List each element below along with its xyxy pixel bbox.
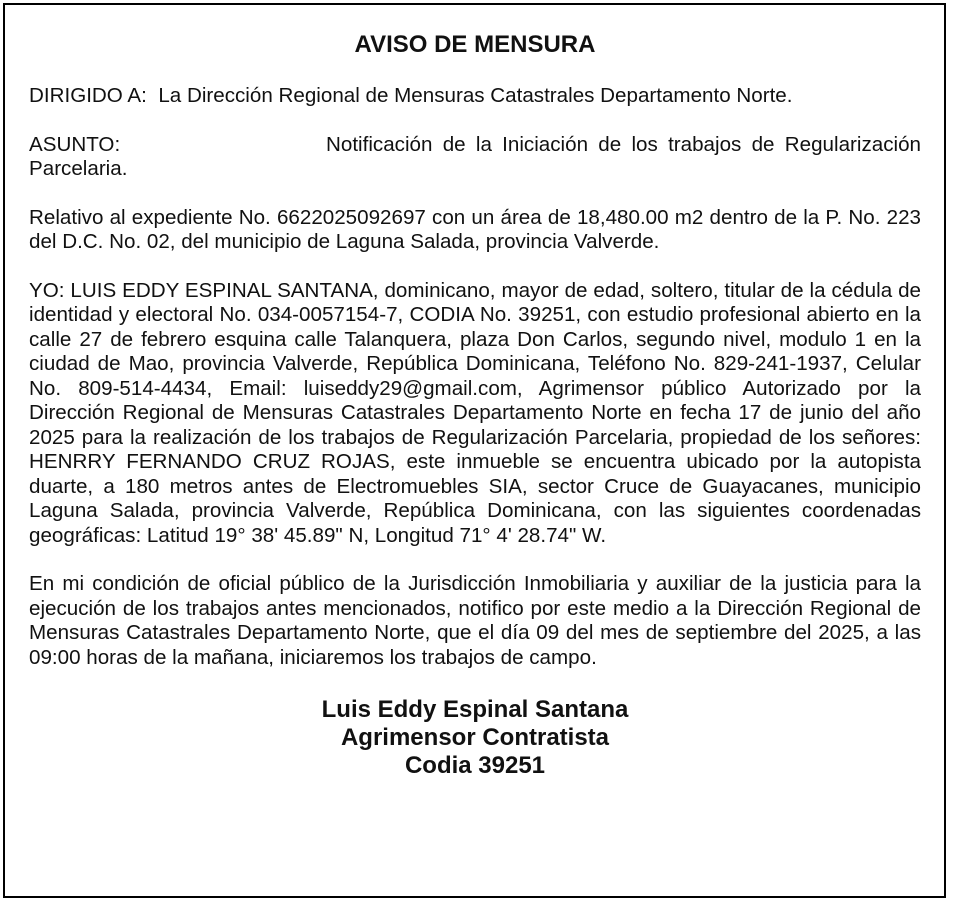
relativo-paragraph: Relativo al expediente No. 6622025092697 con un área de 18,480.00 m2 dentro de la P. No. 223 del D.C. No. 02, del municipio de Laguna Salada, provincia Valverde. — [29, 205, 921, 253]
signature-name: Luis Eddy Espinal Santana — [321, 696, 629, 723]
signature-block — [29, 696, 921, 780]
notice-content — [29, 30, 921, 780]
dirigido-value: La Dirección Regional de Mensuras Catastrales Departamento Norte. — [158, 84, 793, 107]
declaration-paragraph: YO: LUIS EDDY ESPINAL SANTANA, dominicano, mayor de edad, soltero, titular de la cédula de identidad y electoral No. 034-0057154-7, CODIA No. 39251, con estudio profesional abierto en la calle 27 de febrero esquina calle Talanquera, plaza Don Carlos, segundo nivel, modulo 1 en la ciudad de Mao, provincia Valverde, República Dominicana, Teléfono No. 829-241-1937, Celular No. 809-514-4434, Email: luiseddy29@gmail.com, Agrimensor público Autorizado por la Dirección Regional de Mensuras Catastrales Departamento Norte en fecha 17 de junio del año 2025 para la realización de los trabajos de Regularización Parcelaria, propiedad de los señores: HENRRY FERNANDO CRUZ ROJAS, este inmueble se encuentra ubicado por la autopista duarte, a 180 metros antes de Electromuebles SIA, sector Cruce de Guayacanes, municipio Laguna Salada, provincia Valverde, República Dominicana, con las siguientes coordenadas geográficas: Latitud 19° 38' 45.89" N, Longitud 71° 4' 28.74" W. — [29, 278, 921, 547]
dirigido-label: DIRIGIDO A: — [29, 84, 147, 107]
asunto-label: ASUNTO: — [29, 132, 121, 156]
signature-codia: Codia 39251 — [404, 752, 546, 779]
asunto-line — [29, 133, 921, 182]
dirigido-line — [29, 84, 921, 109]
asunto-value: Notificación de la Iniciación de los trabajos de Regularización Parcelaria. — [29, 132, 921, 180]
signature-role: Agrimensor Contratista — [340, 724, 610, 751]
notice-title: AVISO DE MENSURA — [354, 31, 596, 58]
notification-paragraph: En mi condición de oficial público de la Jurisdicción Inmobiliaria y auxiliar de la justicia para la ejecución de los trabajos antes mencionados, notifico por este medio a la Dirección Regional de Mensuras Catastrales Departamento Norte, que el día 09 del mes de septiembre del 2025, a las 09:00 horas de la mañana, iniciaremos los trabajos de campo. — [29, 572, 921, 669]
